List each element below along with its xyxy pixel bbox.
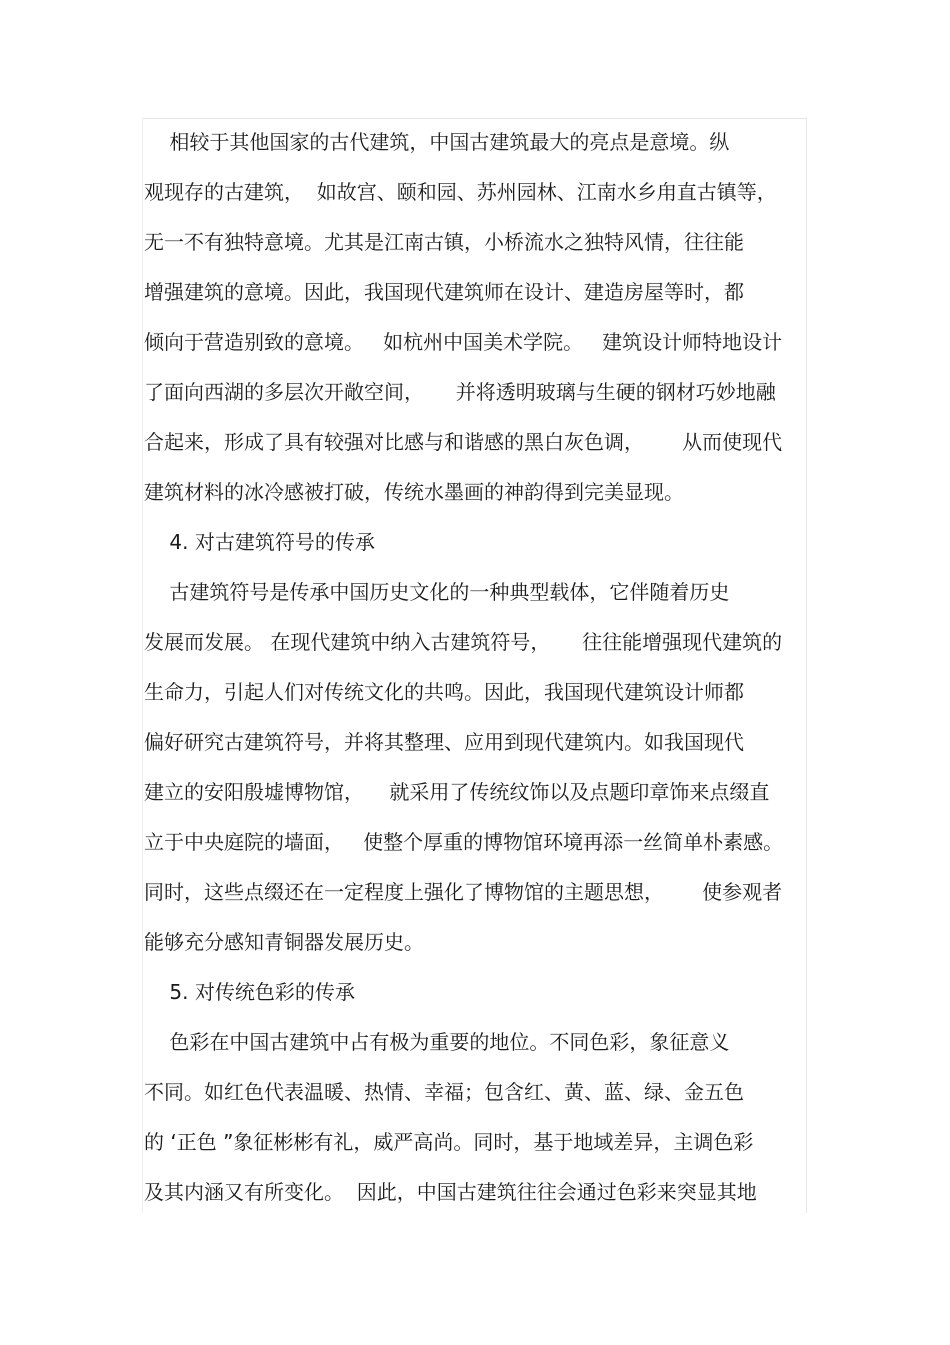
text-line: 相较于其他国家的古代建筑，中国古建筑最大的亮点是意境。纵: [144, 130, 730, 154]
text-line: 偏好研究古建筑符号，并将其整理、应用到现代建筑内。如我国现代: [144, 730, 744, 754]
section-heading: 5. 对传统色彩的传承: [144, 980, 355, 1004]
text-line: 了面向西湖的多层次开敞空间， 并将透明玻璃与生硬的钢材巧妙地融: [144, 380, 776, 404]
text-line: 不同。如红色代表温暖、热情、幸福；包含红、黄、蓝、绿、金五色: [144, 1080, 744, 1104]
text-line: 建筑材料的冰冷感被打破，传统水墨画的神韵得到完美显现。: [144, 480, 684, 504]
text-line: 古建筑符号是传承中国历史文化的一种典型载体，它伴随着历史: [144, 580, 730, 604]
text-line: 能够充分感知青铜器发展历史。: [144, 930, 424, 954]
section-heading: 4. 对古建筑符号的传承: [144, 530, 375, 554]
text-line: 合起来，形成了具有较强对比感与和谐感的黑白灰色调， 从而使现代: [144, 430, 783, 454]
text-line: 建立的安阳殷墟博物馆， 就采用了传统纹饰以及点题印章饰来点缀直: [144, 780, 770, 804]
text-line: 生命力，引起人们对传统文化的共鸣。因此，我国现代建筑设计师都: [144, 680, 744, 704]
text-line: 无一不有独特意境。尤其是江南古镇，小桥流水之独特风情，往往能: [144, 230, 744, 254]
text-line: 色彩在中国古建筑中占有极为重要的地位。不同色彩，象征意义: [144, 1030, 730, 1054]
text-line: 立于中央庭院的墙面， 使整个厚重的博物馆环境再添一丝简单朴素感。: [144, 830, 784, 854]
text-line: 观现存的古建筑， 如故宫、颐和园、苏州园林、江南水乡甪直古镇等，: [144, 180, 777, 204]
text-line: 的 ‘正色 ”象征彬彬有礼，威严高尚。同时，基于地域差异，主调色彩: [144, 1130, 754, 1154]
text-line: 发展而发展。 在现代建筑中纳入古建筑符号， 往往能增强现代建筑的: [144, 630, 783, 654]
text-line: 增强建筑的意境。因此，我国现代建筑师在设计、建造房屋等时，都: [144, 280, 744, 304]
text-line: 倾向于营造别致的意境。 如杭州中国美术学院。 建筑设计师特地设计: [144, 330, 783, 354]
text-line: 及其内涵又有所变化。 因此，中国古建筑往往会通过色彩来突显其地: [144, 1180, 757, 1204]
text-line: 同时，这些点缀还在一定程度上强化了博物馆的主题思想， 使参观者: [144, 880, 783, 904]
